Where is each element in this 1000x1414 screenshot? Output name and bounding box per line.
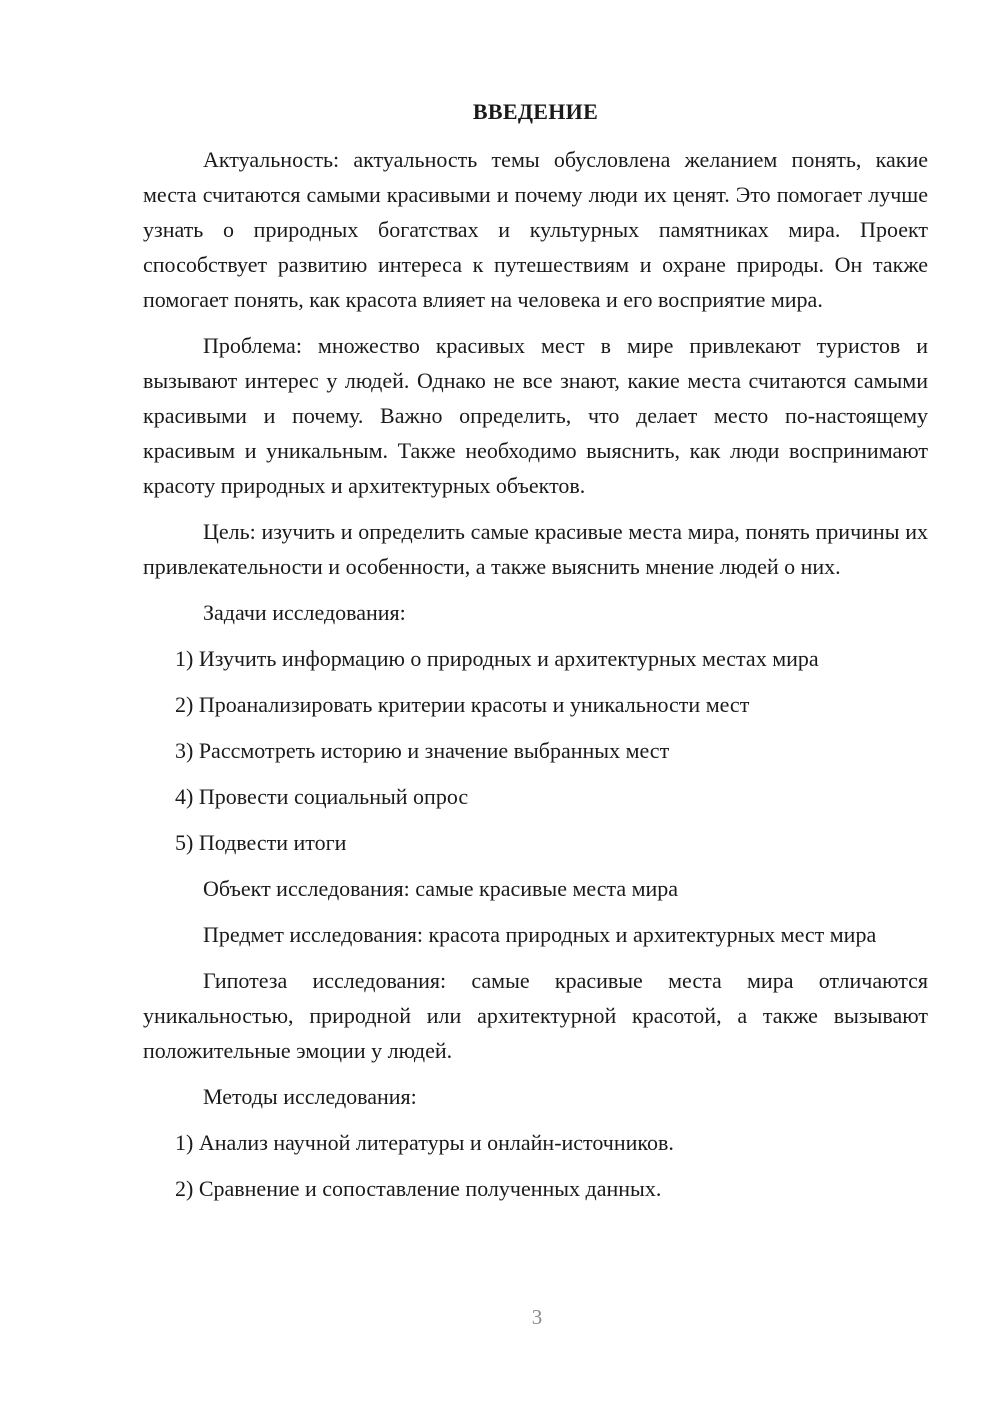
relevance-paragraph: Актуальность: актуальность темы обусловлена желанием понять, какие места считаются самыми красивыми и почему люди их ценят. Это помогает лучше узнать о природных богатствах и культурных памятниках мира. Проект способствует развитию интереса к путешествиям и охране природы. Он также помогает понять, как красота влияет на человека и его восприятие мира. [143, 147, 928, 312]
page-content [143, 94, 928, 1217]
task-item: 1) Изучить информацию о природных и архитектурных местах мира [175, 646, 819, 671]
method-item: 2) Сравнение и сопоставление полученных данных. [175, 1176, 662, 1201]
hypothesis-paragraph: Гипотеза исследования: самые красивые места мира отличаются уникальностью, природной или архитектурной красотой, а также вызывают положительные эмоции у людей. [143, 968, 928, 1063]
methods-title: Методы исследования: [203, 1084, 417, 1109]
task-item: 2) Проанализировать критерии красоты и уникальности мест [175, 692, 750, 717]
subject-paragraph: Предмет исследования: красота природных и архитектурных мест мира [203, 922, 877, 947]
section-heading: ВВЕДЕНИЕ [472, 99, 599, 124]
object-line: Объект исследования: самые красивые места мира [203, 876, 679, 901]
problem-paragraph: Проблема: множество красивых мест в мире привлекают туристов и вызывают интерес у людей. Однако не все знают, какие места считаются самыми красивыми и почему. Важно определить, что делает место по-настоящему красивым и уникальным. Также необходимо выяснить, как люди воспринимают красоту природных и архитектурных объектов. [143, 333, 928, 498]
page-number: 3 [531, 1305, 543, 1329]
goal-paragraph: Цель: изучить и определить самые красивые места мира, понять причины их привлекательности и особенности, а также выяснить мнение людей о них. [143, 519, 928, 579]
tasks-title: Задачи исследования: [203, 600, 406, 625]
method-item: 1) Анализ научной литературы и онлайн-источников. [175, 1130, 674, 1155]
task-item: 3) Рассмотреть историю и значение выбранных мест [175, 738, 670, 763]
task-item: 4) Провести социальный опрос [175, 784, 469, 809]
task-item: 5) Подвести итоги [175, 830, 347, 855]
